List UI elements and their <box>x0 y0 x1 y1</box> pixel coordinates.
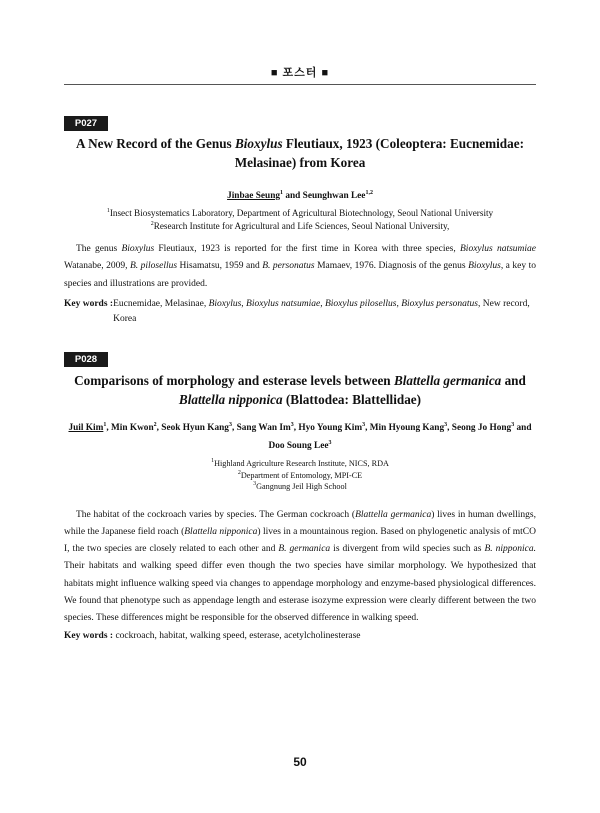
text-run: Mamaev, 1976. Diagnosis of the genus <box>314 261 469 272</box>
poster-title: A New Record of the Genus Bioxylus Fleutiaux, 1923 (Coleoptera: Eucnemidae: Melasinae) from Korea <box>76 136 524 170</box>
affiliation-marker: 3 <box>444 422 448 428</box>
italic-text: B. nipponica. <box>484 544 536 555</box>
italic-text: Blattella germanica <box>355 509 432 520</box>
affiliation-line <box>64 481 536 493</box>
text-run: , Sang Wan Im <box>231 423 291 433</box>
italic-text: Bioxylus <box>208 298 242 309</box>
text-run: Eucnemidae, Melasinae, <box>113 298 209 309</box>
affiliation-marker: 3 <box>228 422 232 428</box>
affiliation-line: $^2$Research Institute for Agricultural and Life Sciences, Seoul National University, <box>150 220 450 231</box>
text-run: ) lives in human dwellings, while the Japanese field roach ( <box>64 509 536 537</box>
italic-text: Bioxylus pilosellus <box>324 298 397 309</box>
affiliation-marker: 2 <box>153 422 157 428</box>
affiliation-text: Gangnung Jeil High School <box>256 482 347 491</box>
text-run: The genus <box>76 244 122 254</box>
affiliation-line: $^1$Insect Biosystematics Laboratory, Department of Agricultural Biotechnology, Seoul National University <box>106 208 494 218</box>
poster-keywords: Key words : cockroach, habitat, walking speed, esterase, acetylcholinesterase <box>64 630 361 641</box>
italic-text: B. personatus <box>262 261 315 272</box>
text-run: , a key to species and illustrations are provided. <box>64 261 536 289</box>
text-run: Hisamatsu, 1959 and <box>177 261 263 272</box>
text-run: , Min Kwon <box>106 423 154 433</box>
text-run: , <box>241 298 247 309</box>
affiliation-line <box>64 458 536 470</box>
text-run: is divergent from wild species such as <box>330 544 485 555</box>
poster-abstract <box>64 241 536 293</box>
affiliation-marker: 3 <box>253 481 257 487</box>
text-run: , New record, Korea <box>113 298 530 324</box>
poster-abstract <box>64 507 536 628</box>
page-header: ■ 포스터 ■ <box>270 67 330 79</box>
italic-text: B. germanica <box>278 544 331 555</box>
italic-text: Bioxylus personatus <box>401 298 478 309</box>
text-run: Comparisons of morphology and esterase levels between <box>74 373 394 388</box>
text-run: , Seok Hyun Kang <box>156 423 229 433</box>
poster-title <box>64 371 536 409</box>
poster-keywords: Key words : Eucnemidae, Melasinae, Bioxylus, Bioxylus natsumiae, Bioxylus pilosellus, Bioxylus personatus, New record, Korea <box>64 298 530 324</box>
presenting-author: Juil Kim <box>68 423 104 433</box>
affiliation-marker: 3 <box>328 440 332 446</box>
italic-text: Bioxylus natsumiae <box>246 298 321 309</box>
affiliation-marker: 3 <box>362 422 366 428</box>
italic-text: Blattella germanica <box>393 373 502 388</box>
affiliation-marker: 1 <box>211 458 215 464</box>
text-run: and <box>501 373 526 388</box>
poster-p027 <box>64 134 536 327</box>
italic-text: Blattella nipponica <box>184 526 258 537</box>
italic-text: Bioxylus <box>121 244 155 254</box>
poster-affiliations <box>64 207 536 232</box>
text-run: , Seong Jo Hong <box>447 423 512 433</box>
affiliation-marker: 2 <box>237 469 241 476</box>
text-run: (Blattodea: Blattellidae) <box>282 392 422 407</box>
text-run: , Hyo Young Kim <box>293 423 363 433</box>
poster-authors: Jinbae Seung$^1$ and Seunghwan Lee$^{1,2}$ <box>227 190 373 201</box>
text-run: The habitat of the cockroach varies by species. The German cockroach ( <box>76 509 356 520</box>
page-number: 50 <box>293 755 307 769</box>
italic-text: B. pilosellus <box>129 261 178 272</box>
text-run: , <box>320 298 325 309</box>
italic-text: Blattella nipponica <box>178 392 283 407</box>
text-run: and Doo Soung Lee <box>268 423 532 451</box>
text-run: Fleutiaux, 1923 is reported for the first time in Korea with three species, <box>154 244 460 254</box>
italic-text: Bioxylus natsumiae <box>460 244 537 254</box>
poster-p028 <box>64 371 536 644</box>
text-run: Watanabe, 2009, <box>64 261 130 272</box>
affiliation-marker: 1 <box>103 422 107 428</box>
affiliation-marker: 3 <box>511 422 515 428</box>
poster-id-badge-p027: P027 <box>64 116 108 131</box>
poster-id-badge-p028: P028 <box>64 352 108 367</box>
text-run: , Min Hyoung Kang <box>365 423 445 433</box>
text-run: ) lives in a mountainous region. Based on phylogenetic analysis of mtCO I, the two species are closely related to each other and <box>64 526 536 555</box>
affiliation-marker: 3 <box>290 422 294 428</box>
affiliation-text: Department of Entomology, MPI-CE <box>240 470 363 480</box>
text-run: , <box>396 298 402 309</box>
affiliation-line <box>64 470 536 482</box>
affiliation-text: Highland Agriculture Research Institute, NICS, RDA <box>214 459 389 468</box>
header-rule <box>64 84 536 85</box>
text-run: Their habitats and walking speed differ even though the two species have similar morphology. We hypothesized that habitats might influence walking speed via changes to appendage morphology and enzyme-based physiological differences. We found that phenotype such as appendage length and esterase isozyme expression were clearly different between the two species. These differences might be responsible for the observed difference in walking speed. <box>64 561 536 624</box>
poster-authors <box>64 419 536 455</box>
poster-affiliations <box>64 458 536 493</box>
italic-text: Bioxylus <box>468 261 501 272</box>
